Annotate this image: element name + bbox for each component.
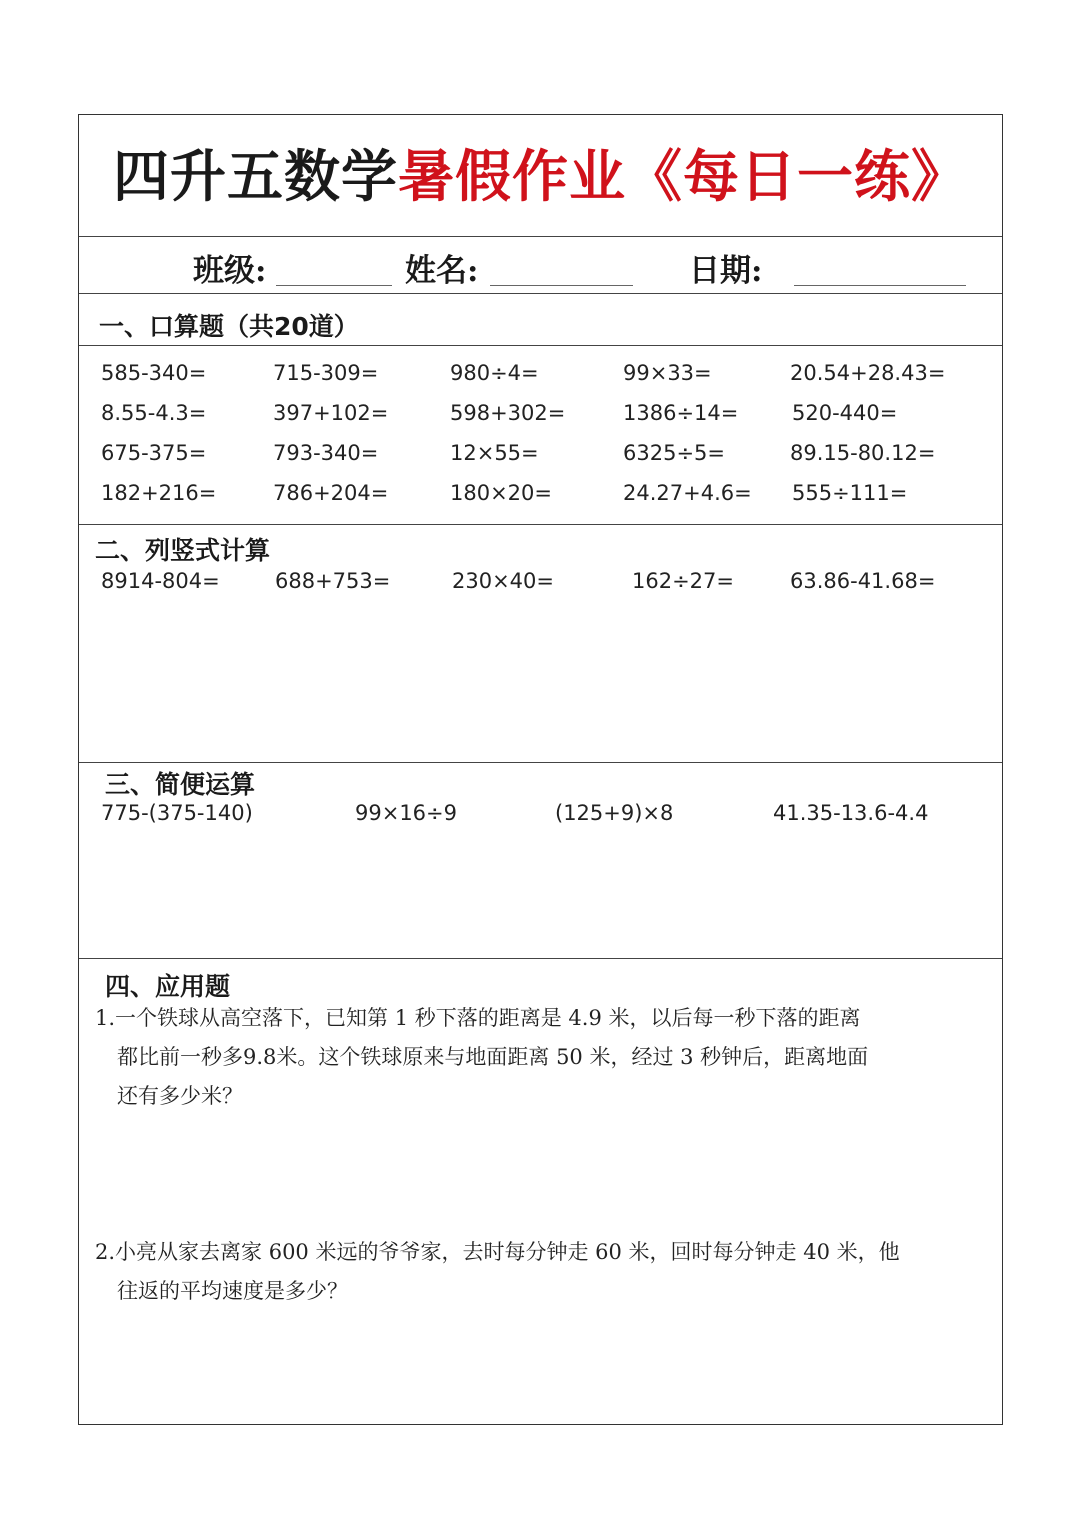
oral-question: 520-440= bbox=[792, 401, 898, 425]
vertical-calc-question: 688+753= bbox=[275, 569, 391, 593]
oral-question: 715-309= bbox=[273, 361, 379, 385]
simplify-question: 99×16÷9 bbox=[355, 801, 457, 825]
section4-title: 四、应用题 bbox=[105, 972, 231, 1001]
oral-question: 6325÷5= bbox=[623, 441, 725, 465]
oral-question: 397+102= bbox=[273, 401, 389, 425]
oral-question: 980÷4= bbox=[450, 361, 539, 385]
class-label: 班级: bbox=[193, 253, 267, 289]
word-problem-1 bbox=[95, 999, 985, 1116]
oral-question: 793-340= bbox=[273, 441, 379, 465]
divider bbox=[79, 345, 1002, 346]
name-field[interactable] bbox=[490, 285, 633, 286]
simplify-question: 775-(375-140) bbox=[101, 801, 253, 825]
oral-question: 585-340= bbox=[101, 361, 207, 385]
class-field[interactable] bbox=[276, 285, 392, 286]
oral-question: 99×33= bbox=[623, 361, 712, 385]
date-field[interactable] bbox=[794, 285, 966, 286]
oral-question: 1386÷14= bbox=[623, 401, 739, 425]
simplify-question: 41.35-13.6-4.4 bbox=[773, 801, 929, 825]
problem-line: 2.小亮从家去离家 600 米远的爷爷家，去时每分钟走 60 米，回时每分钟走 40 米，他 bbox=[95, 1240, 900, 1264]
vertical-calc-question: 8914-804= bbox=[101, 569, 220, 593]
problem-line: 1.一个铁球从高空落下，已知第 1 秒下落的距离是 4.9 米，以后每一秒下落的距离 bbox=[95, 1006, 861, 1030]
oral-question: 675-375= bbox=[101, 441, 207, 465]
oral-question: 12×55= bbox=[450, 441, 539, 465]
divider bbox=[79, 293, 1002, 294]
name-label: 姓名: bbox=[405, 253, 479, 289]
problem-line: 还有多少米？ bbox=[117, 1084, 243, 1108]
oral-question: 182+216= bbox=[101, 481, 217, 505]
divider bbox=[79, 236, 1002, 237]
vertical-calc-question: 162÷27= bbox=[632, 569, 734, 593]
oral-question: 786+204= bbox=[273, 481, 389, 505]
problem-line: 往返的平均速度是多少？ bbox=[117, 1279, 348, 1303]
problem-line: 都比前一秒多9.8米。这个铁球原来与地面距离 50 米，经过 3 秒钟后，距离地面 bbox=[117, 1045, 869, 1069]
oral-question: 555÷111= bbox=[792, 481, 908, 505]
section1-title: 一、口算题（共20道） bbox=[99, 312, 359, 341]
oral-question: 24.27+4.6= bbox=[623, 481, 752, 505]
worksheet bbox=[78, 114, 1003, 1425]
simplify-question: (125+9)×8 bbox=[555, 801, 674, 825]
vertical-calc-question: 230×40= bbox=[452, 569, 554, 593]
worksheet-title bbox=[79, 133, 1002, 213]
date-label: 日期: bbox=[689, 253, 763, 289]
title-red: 暑假作业《每日一练》 bbox=[398, 145, 968, 210]
section3-title: 三、简便运算 bbox=[105, 770, 256, 799]
oral-question: 180×20= bbox=[450, 481, 552, 505]
divider bbox=[79, 958, 1002, 959]
oral-question: 89.15-80.12= bbox=[790, 441, 936, 465]
vertical-calc-question: 63.86-41.68= bbox=[790, 569, 936, 593]
oral-question: 8.55-4.3= bbox=[101, 401, 207, 425]
title-black: 四升五数学 bbox=[113, 145, 398, 210]
divider bbox=[79, 524, 1002, 525]
section2-title: 二、列竖式计算 bbox=[95, 536, 271, 565]
oral-question: 598+302= bbox=[450, 401, 566, 425]
oral-question: 20.54+28.43= bbox=[790, 361, 946, 385]
divider bbox=[79, 762, 1002, 763]
word-problem-2 bbox=[95, 1233, 985, 1311]
